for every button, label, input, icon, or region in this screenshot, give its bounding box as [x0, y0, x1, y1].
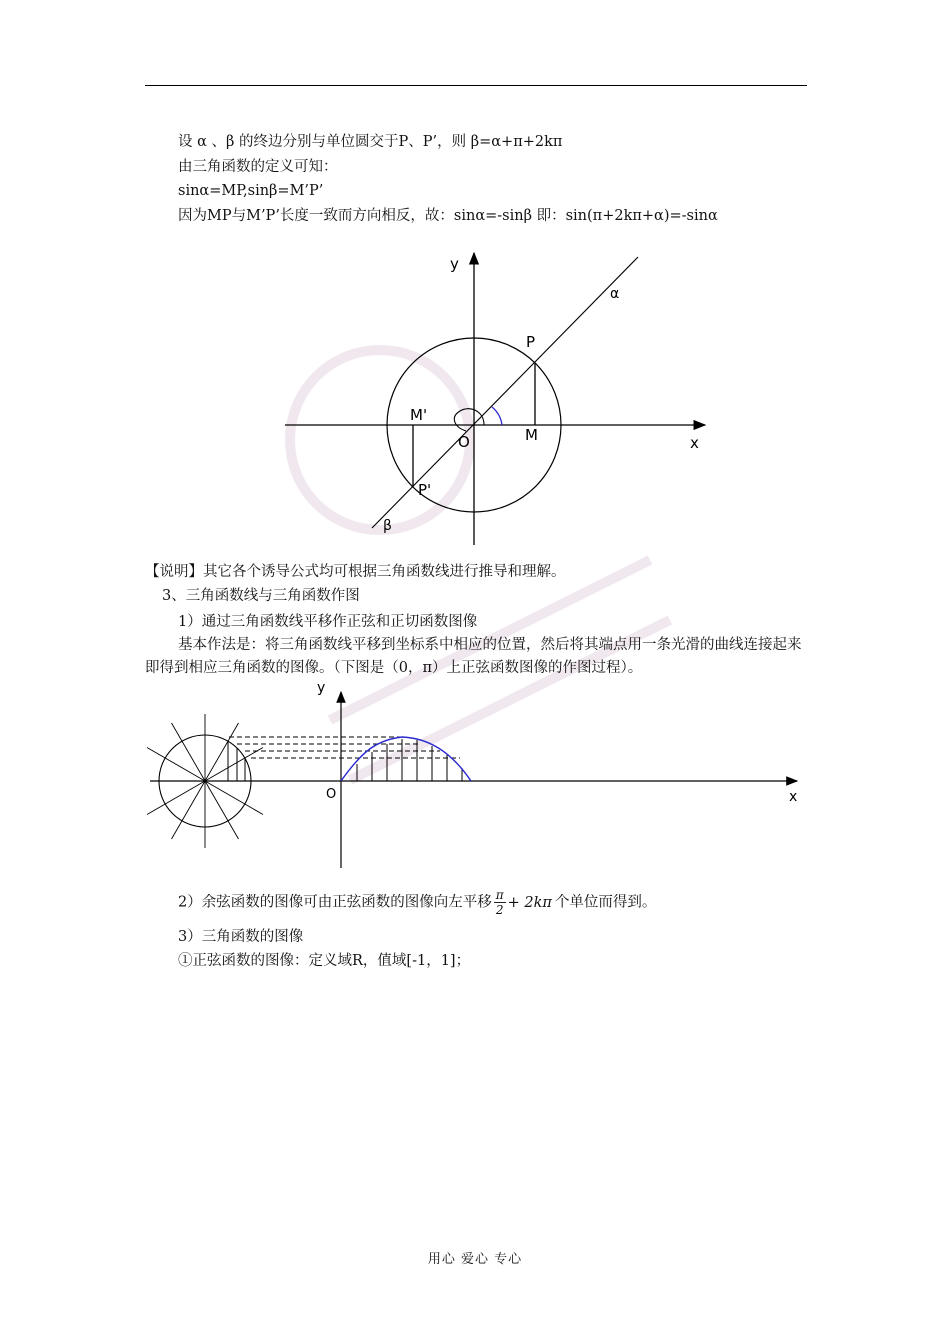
text-line-3: sinα=MP,sinβ=M’P’ — [178, 183, 324, 199]
sine-construction-figure — [145, 678, 810, 873]
fraction-numerator: π — [495, 888, 504, 902]
basic-method-paragraph — [145, 634, 810, 680]
note-text: 【说明】其它各个诱导公式均可根据三角函数线进行推导和理解。 — [145, 564, 566, 580]
label-beta: β — [383, 518, 392, 534]
angle-alpha-arc — [492, 407, 502, 425]
fraction-denominator: 2 — [495, 903, 504, 917]
unit-circle-figure — [270, 245, 720, 555]
basic-method-text: 基本作法是：将三角函数线平移到坐标系中相应的位置，然后将其端点用一条光滑的曲线连接起来即得到相应三角函数的图像。（下图是（0，π）上正弦函数图像的作图过程）。 — [145, 637, 802, 676]
label-M: M — [525, 426, 538, 444]
label-P: P — [526, 333, 536, 351]
graph-label-x: x — [789, 789, 798, 805]
text-line-2: 由三角函数的定义可知： — [178, 159, 338, 175]
sub-2-after: 个单位而得到。 — [554, 894, 657, 911]
graph-sine-lines — [357, 739, 462, 781]
angle-beta-arc — [454, 409, 484, 431]
sub-2-before: 2）余弦函数的图像可由正弦函数的图像向左平移 — [178, 894, 492, 911]
page-footer: 用心 爱心 专心 — [427, 1252, 523, 1267]
label-Pprime: P' — [418, 481, 432, 499]
label-Mprime: M' — [410, 406, 428, 424]
graph-label-y: y — [317, 680, 326, 696]
sub-2-plus: + 2kπ — [507, 894, 552, 911]
fraction-pi-over-2 — [494, 888, 506, 917]
header-rule — [145, 85, 807, 86]
label-O: O — [458, 433, 470, 451]
label-x: x — [690, 434, 699, 452]
graph-label-O: O — [326, 787, 337, 802]
terminal-line — [372, 257, 638, 528]
projection-dashes — [229, 737, 460, 758]
text-line-1: 设 α 、β 的终边分别与单位圆交于P、P’，则 β=α+π+2kπ — [178, 134, 563, 150]
section-3-heading: 3、三角函数线与三角函数作图 — [162, 588, 360, 604]
label-y: y — [450, 255, 459, 273]
sub-3-heading: 3）三角函数的图像 — [178, 929, 304, 945]
sub-2-line — [178, 888, 656, 917]
sub-1-heading: 1）通过三角函数线平移作正弦和正切函数图像 — [178, 614, 478, 630]
label-alpha: α — [610, 286, 620, 302]
text-line-4: 因为MP与M’P’长度一致而方向相反，故：sinα=-sinβ 即：sin(π+2kπ+α)=-sinα — [178, 208, 718, 224]
sine-item-text: ①正弦函数的图像：定义域R，值域[-1，1]； — [178, 953, 471, 969]
